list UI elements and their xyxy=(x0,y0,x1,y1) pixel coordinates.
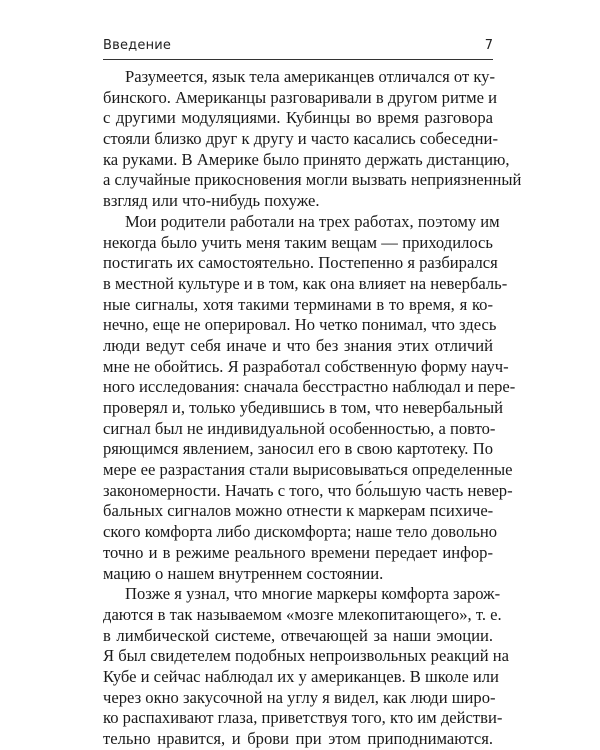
text-line: Позже я узнал, что многие маркеры комфорта зарож- xyxy=(125,584,501,604)
text-line: бальных сигналов можно отнести к маркерам психиче- xyxy=(103,501,494,521)
paragraph-2 xyxy=(103,211,516,584)
text-line: с другими модуляциями. Кубинцы во время разговора xyxy=(103,108,493,128)
page-number: 7 xyxy=(484,38,493,53)
text-line: тельно нравится, и брови при этом приподнимаются. xyxy=(103,729,493,748)
text-line: ка руками. В Америке было принято держать дистанцию, xyxy=(103,149,510,169)
text-line: люди ведут себя иначе и что без знания этих отличий xyxy=(103,335,493,355)
text-line: Разумеется, язык тела американцев отличался от ку- xyxy=(125,67,495,86)
text-line: Кубе и сейчас наблюдал их у американцев. В школе или xyxy=(103,666,499,686)
text-line: Я был свидетелем подобных непроизвольных реакций на xyxy=(103,646,509,666)
paragraph-1 xyxy=(103,67,522,212)
running-head xyxy=(103,38,493,58)
text-line: нечно, еще не оперировал. Но четко понимал, что здесь xyxy=(103,315,497,335)
text-line: ряющимся явлением, заносил его в свою картотеку. По xyxy=(103,439,493,459)
text-line: ного исследования: сначала бесстрастно наблюдал и пере- xyxy=(103,377,516,397)
text-line: закономерности. Начать с того, что бо́льшую часть невер- xyxy=(103,480,513,500)
text-line: сигнал был не индивидуальной особенностью, а повто- xyxy=(103,418,496,438)
text-line: мацию о нашем внутреннем состоянии. xyxy=(103,563,384,583)
text-line: бинского. Американцы разговаривали в другом ритме и xyxy=(103,87,497,107)
paragraph-3 xyxy=(103,584,509,750)
text-line: некогда было учить меня таким вещам — приходилось xyxy=(103,232,493,252)
text-line: ные сигналы, хотя такими терминами в то время, я ко- xyxy=(103,294,493,314)
text-line: в лимбической системе, отвечающей за наши эмоции. xyxy=(103,625,493,645)
text-line: взгляд или что-нибудь похуже. xyxy=(103,191,320,211)
text-line: постигать их самостоятельно. Постепенно я разбирался xyxy=(103,253,498,273)
header-rule xyxy=(103,59,493,60)
text-line: мере ее разрастания стали вырисовываться определенные xyxy=(103,460,513,480)
text-line: стояли близко друг к другу и часто касались собеседни- xyxy=(103,129,498,149)
text-line: точно и в режиме реального времени передает инфор- xyxy=(103,542,493,562)
text-line: мне не обойтись. Я разработал собственную форму науч- xyxy=(103,356,509,376)
body-text xyxy=(103,67,522,750)
text-line: в местной культуре и в том, как она влияет на невербаль- xyxy=(103,273,508,293)
section-title: Введение xyxy=(103,38,172,53)
text-line: ского комфорта либо дискомфорта; наше тело довольно xyxy=(103,522,498,542)
text-line: а случайные прикосновения могли вызвать неприязненный xyxy=(103,170,522,190)
text-line: через окно закусочной на углу я видел, как люди широ- xyxy=(103,687,496,707)
text-line: ко распахивают глаза, приветствуя того, кто им действи- xyxy=(103,708,503,728)
text-line: даются в так называемом «мозге млекопитающего», т. е. xyxy=(103,604,502,624)
text-line: Мои родители работали на трех работах, поэтому им xyxy=(125,211,500,231)
text-line: проверял и, только убедившись в том, что невербальный xyxy=(103,398,504,417)
